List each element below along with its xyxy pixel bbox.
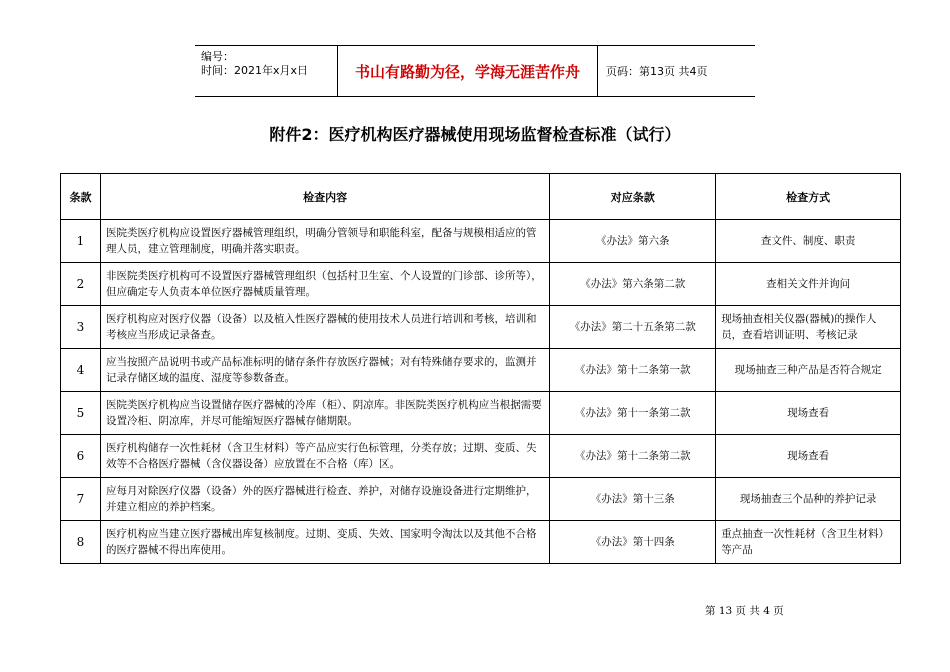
table-row xyxy=(61,478,901,521)
column-header-content: 检查内容 xyxy=(100,174,549,220)
row-method: 查相关文件并询问 xyxy=(716,263,901,306)
row-content: 应每月对除医疗仪器（设备）外的医疗器械进行检查、养护，对储存设施设备进行定期维护，并建立相应的养护档案。 xyxy=(100,478,549,521)
row-article: 《办法》第十四条 xyxy=(550,521,716,564)
row-number: 3 xyxy=(61,306,101,349)
row-number: 1 xyxy=(61,220,101,263)
row-method: 现场抽查相关仪器(器械)的操作人员，查看培训证明、考核记录 xyxy=(716,306,901,349)
table-row xyxy=(61,263,901,306)
row-article: 《办法》第六条第二款 xyxy=(550,263,716,306)
row-content: 非医院类医疗机构可不设置医疗器械管理组织（包括村卫生室、个人设置的门诊部、诊所等），但应确定专人负责本单位医疗器械质量管理。 xyxy=(100,263,549,306)
row-method: 现场抽查三种产品是否符合规定 xyxy=(716,349,901,392)
row-article: 《办法》第二十五条第二款 xyxy=(550,306,716,349)
table-row xyxy=(61,220,901,263)
table-row xyxy=(61,306,901,349)
document-header xyxy=(195,45,755,97)
time-label: 时间：2021年x月x日 xyxy=(201,64,309,77)
row-method: 查文件、制度、职责 xyxy=(716,220,901,263)
row-article: 《办法》第十三条 xyxy=(550,478,716,521)
row-content: 医疗机构储存一次性耗材（含卫生材料）等产品应实行色标管理，分类存放；过期、变质、失效等不合格医疗器械（含仪器设备）应放置在不合格（库）区。 xyxy=(100,435,549,478)
row-number: 6 xyxy=(61,435,101,478)
header-page-info: 页码：第13页 共4页 xyxy=(606,65,708,78)
table-row xyxy=(61,435,901,478)
row-method: 现场查看 xyxy=(716,392,901,435)
row-content: 医院类医疗机构应当设置储存医疗器械的冷库（柜）、阴凉库。非医院类医疗机构应当根据需要设置冷柜、阴凉库，并尽可能缩短医疗器械存储期限。 xyxy=(100,392,549,435)
row-article: 《办法》第十二条第一款 xyxy=(550,349,716,392)
row-content: 医院类医疗机构应设置医疗器械管理组织，明确分管领导和职能科室，配备与规模相适应的管理人员，建立管理制度，明确并落实职责。 xyxy=(100,220,549,263)
row-method: 重点抽查一次性耗材（含卫生材料）等产品 xyxy=(716,521,901,564)
row-article: 《办法》第十一条第二款 xyxy=(550,392,716,435)
row-number: 7 xyxy=(61,478,101,521)
row-content: 医疗机构应当建立医疗器械出库复核制度。过期、变质、失效、国家明令淘汰以及其他不合格的医疗器械不得出库使用。 xyxy=(100,521,549,564)
row-number: 8 xyxy=(61,521,101,564)
column-header-clause: 条款 xyxy=(61,174,101,220)
column-header-article: 对应条款 xyxy=(550,174,716,220)
table-header-row xyxy=(61,174,901,220)
table-row xyxy=(61,392,901,435)
inspection-standards-table xyxy=(60,173,901,564)
page-footer: 第 13 页 共 4 页 xyxy=(705,605,784,617)
row-content: 应当按照产品说明书或产品标准标明的储存条件存放医疗器械；对有特殊储存要求的，监测并记录存储区域的温度、湿度等参数备查。 xyxy=(100,349,549,392)
header-meta xyxy=(195,46,338,96)
header-motto: 书山有路勤为径，学海无涯苦作舟 xyxy=(338,46,598,96)
row-number: 5 xyxy=(61,392,101,435)
row-method: 现场查看 xyxy=(716,435,901,478)
row-method: 现场抽查三个品种的养护记录 xyxy=(716,478,901,521)
row-number: 2 xyxy=(61,263,101,306)
row-article: 《办法》第六条 xyxy=(550,220,716,263)
number-label: 编号： xyxy=(201,50,234,63)
row-content: 医疗机构应对医疗仪器（设备）以及植入性医疗器械的使用技术人员进行培训和考核，培训和考核应当形成记录备查。 xyxy=(100,306,549,349)
table-row xyxy=(61,349,901,392)
row-article: 《办法》第十二条第二款 xyxy=(550,435,716,478)
row-number: 4 xyxy=(61,349,101,392)
table-row xyxy=(61,521,901,564)
column-header-method: 检查方式 xyxy=(716,174,901,220)
document-title: 附件2：医疗机构医疗器械使用现场监督检查标准（试行） xyxy=(269,125,681,144)
